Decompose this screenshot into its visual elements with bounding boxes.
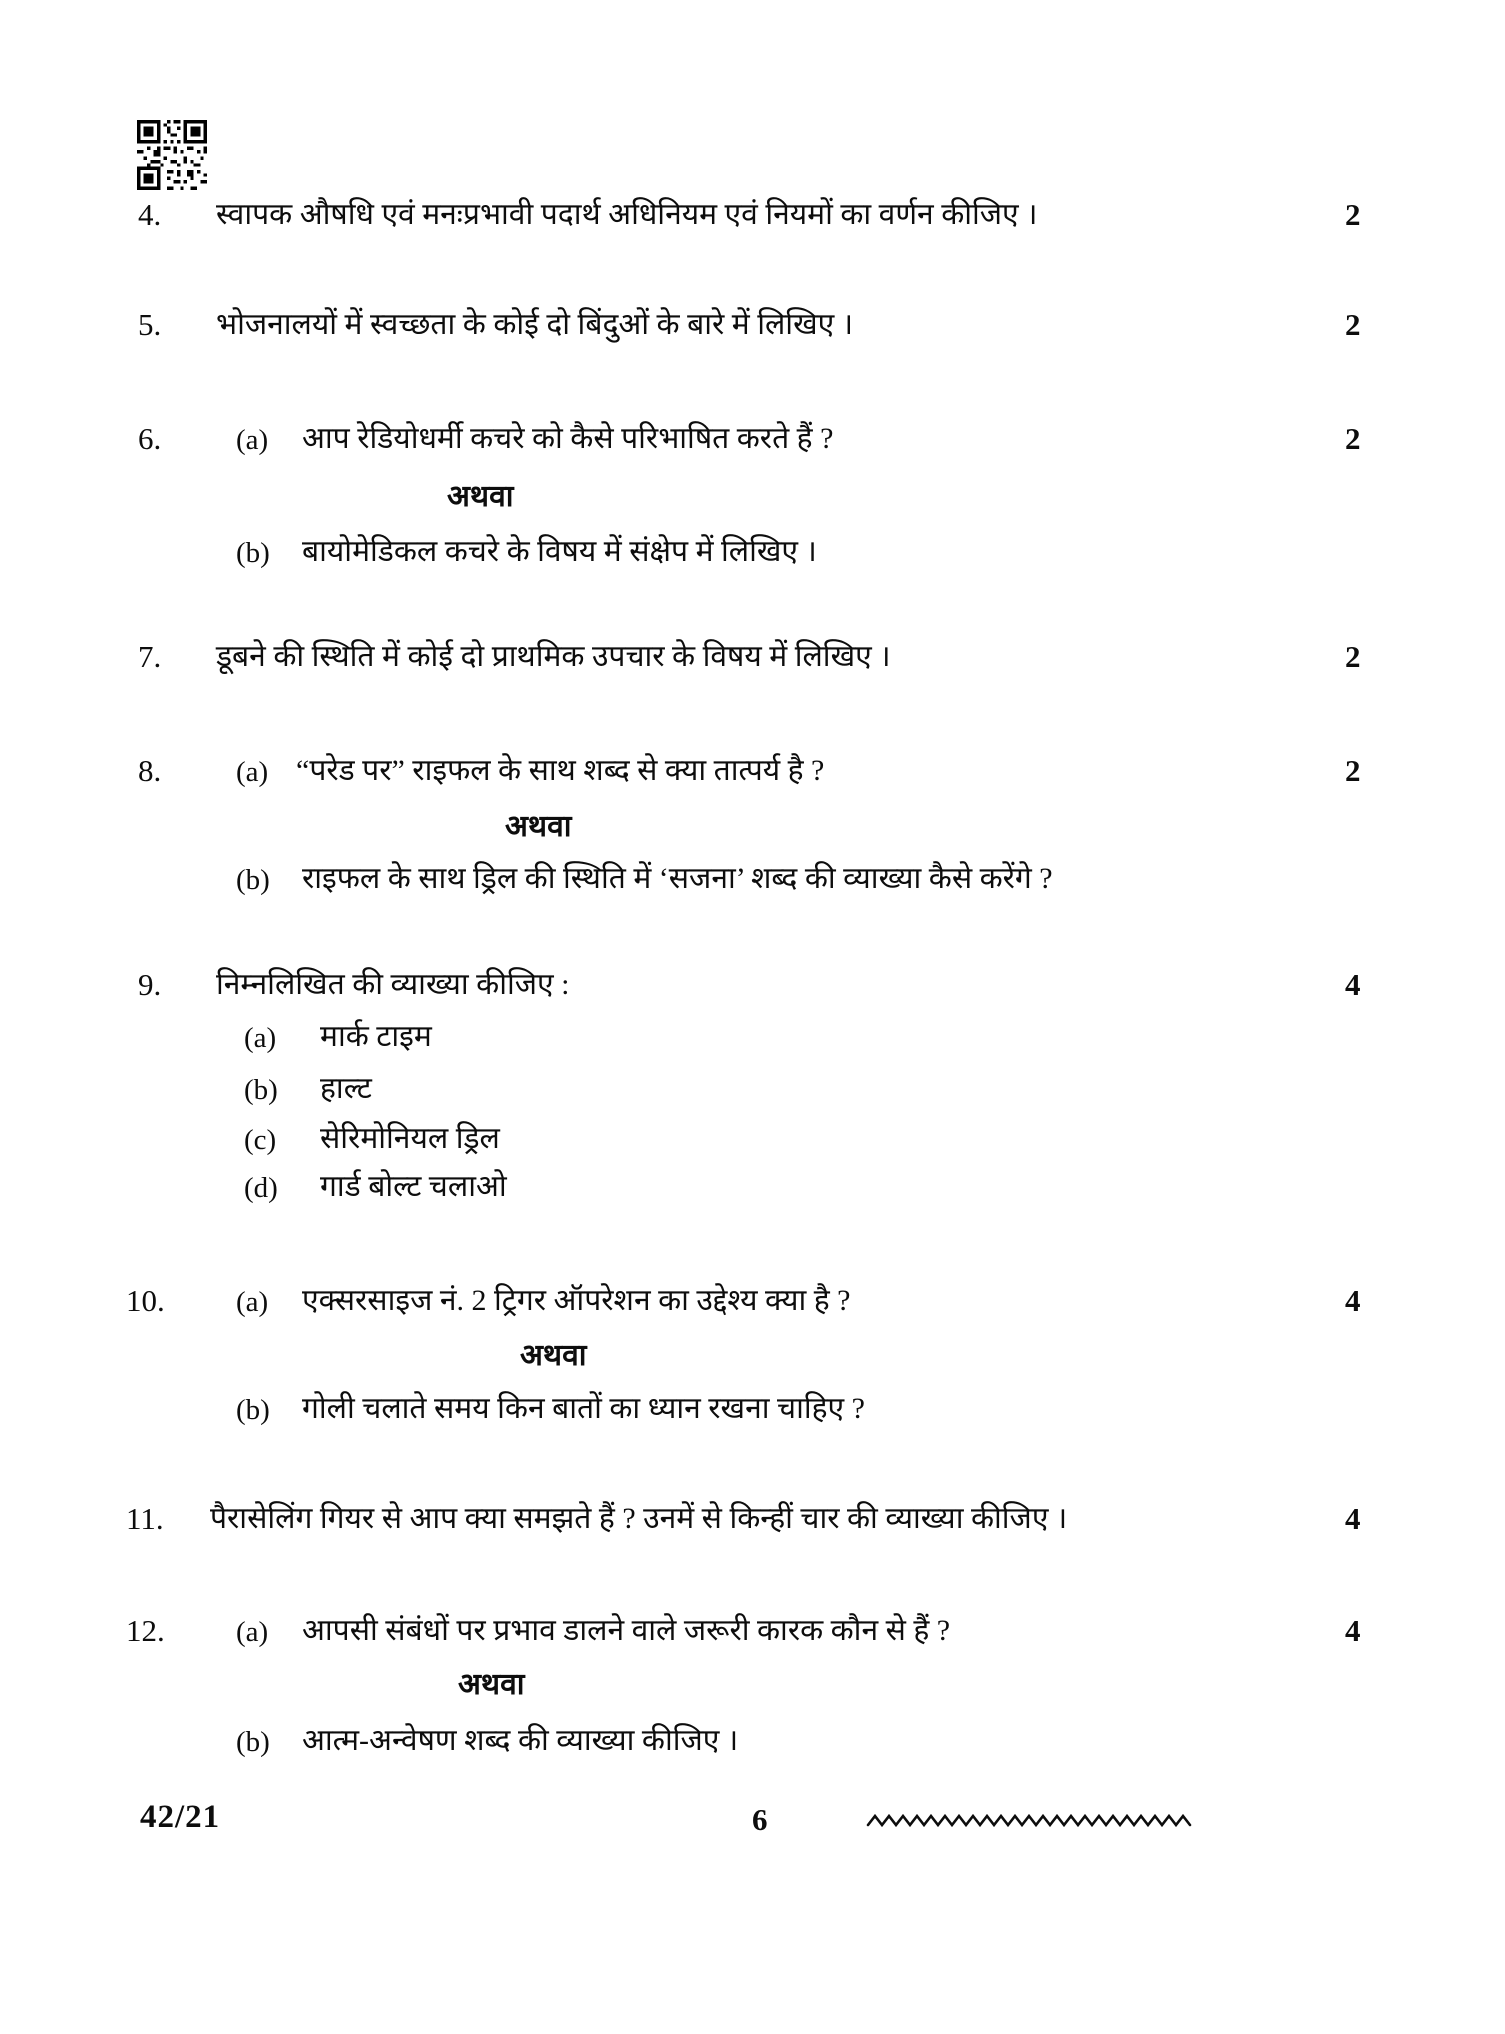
question-text: भोजनालयों में स्वच्छता के कोई दो बिंदुओं के बारे में लिखिए । — [216, 308, 854, 341]
part-text: “परेड पर” राइफल के साथ शब्द से क्या तात्पर्य है ? — [296, 754, 825, 787]
part-label: (a) — [236, 424, 269, 456]
question-marks: 2 — [1345, 307, 1361, 342]
question-text: पैरासेलिंग गियर से आप क्या समझते हैं ? उनमें से किन्हीं चार की व्याख्या कीजिए । — [210, 1502, 1068, 1535]
question-text: डूबने की स्थिति में कोई दो प्राथमिक उपचार के विषय में लिखिए । — [216, 640, 891, 673]
question-marks: 2 — [1345, 639, 1361, 674]
question-number: 7. — [138, 639, 162, 674]
part-label: (a) — [236, 1286, 269, 1318]
part-text: एक्सरसाइज नं. 2 ट्रिगर ऑपरेशन का उद्देश्य क्या है ? — [302, 1284, 851, 1317]
question-marks: 2 — [1345, 753, 1361, 788]
list-item-label: (b) — [244, 1074, 278, 1106]
part-label: (b) — [236, 864, 270, 896]
footer-page-number: 6 — [752, 1802, 768, 1837]
or-separator: अथवा — [458, 1668, 525, 1701]
part-label: (b) — [236, 537, 270, 569]
footer-paper-code: 42/21 — [140, 1799, 221, 1835]
question-number: 11. — [126, 1501, 164, 1536]
question-number: 8. — [138, 753, 162, 788]
question-number: 4. — [138, 197, 162, 232]
part-label: (a) — [236, 1616, 269, 1648]
question-marks: 4 — [1345, 1613, 1361, 1648]
list-item-label: (a) — [244, 1022, 277, 1054]
part-text: राइफल के साथ ड्रिल की स्थिति में ‘सजना’ शब्द की व्याख्या कैसे करेंगे ? — [302, 862, 1053, 895]
part-label: (b) — [236, 1394, 270, 1426]
or-separator: अथवा — [447, 480, 514, 513]
part-text: आपसी संबंधों पर प्रभाव डालने वाले जरूरी कारक कौन से हैं ? — [302, 1614, 951, 1647]
question-number: 10. — [126, 1283, 165, 1318]
part-text: आत्म-अन्वेषण शब्द की व्याख्या कीजिए । — [302, 1724, 739, 1757]
part-label: (a) — [236, 756, 269, 788]
part-label: (b) — [236, 1726, 270, 1758]
question-number: 5. — [138, 307, 162, 342]
part-text: आप रेडियोधर्मी कचरे को कैसे परिभाषित करते हैं ? — [302, 422, 834, 455]
question-marks: 4 — [1345, 1283, 1361, 1318]
question-number: 6. — [138, 421, 162, 456]
list-item-label: (d) — [244, 1172, 278, 1204]
part-text: गोली चलाते समय किन बातों का ध्यान रखना चाहिए ? — [302, 1392, 865, 1425]
list-item-text: गार्ड बोल्ट चलाओ — [320, 1170, 507, 1203]
list-item-text: हाल्ट — [320, 1072, 372, 1105]
or-separator: अथवा — [520, 1339, 587, 1372]
or-separator: अथवा — [505, 810, 572, 843]
qr-code-icon — [137, 120, 207, 190]
question-number: 9. — [138, 967, 162, 1002]
part-text: बायोमेडिकल कचरे के विषय में संक्षेप में लिखिए । — [302, 535, 817, 568]
question-marks: 4 — [1345, 1501, 1361, 1536]
squiggle-line — [866, 1810, 1210, 1834]
question-marks: 2 — [1345, 421, 1361, 456]
list-item-text: सेरिमोनियल ड्रिल — [320, 1122, 500, 1155]
question-marks: 2 — [1345, 197, 1361, 232]
list-item-label: (c) — [244, 1124, 277, 1156]
question-marks: 4 — [1345, 967, 1361, 1002]
question-number: 12. — [126, 1613, 165, 1648]
question-text: स्वापक औषधि एवं मनःप्रभावी पदार्थ अधिनियम एवं नियमों का वर्णन कीजिए । — [216, 198, 1038, 231]
question-text: निम्नलिखित की व्याख्या कीजिए : — [216, 968, 570, 1001]
list-item-text: मार्क टाइम — [320, 1020, 432, 1053]
